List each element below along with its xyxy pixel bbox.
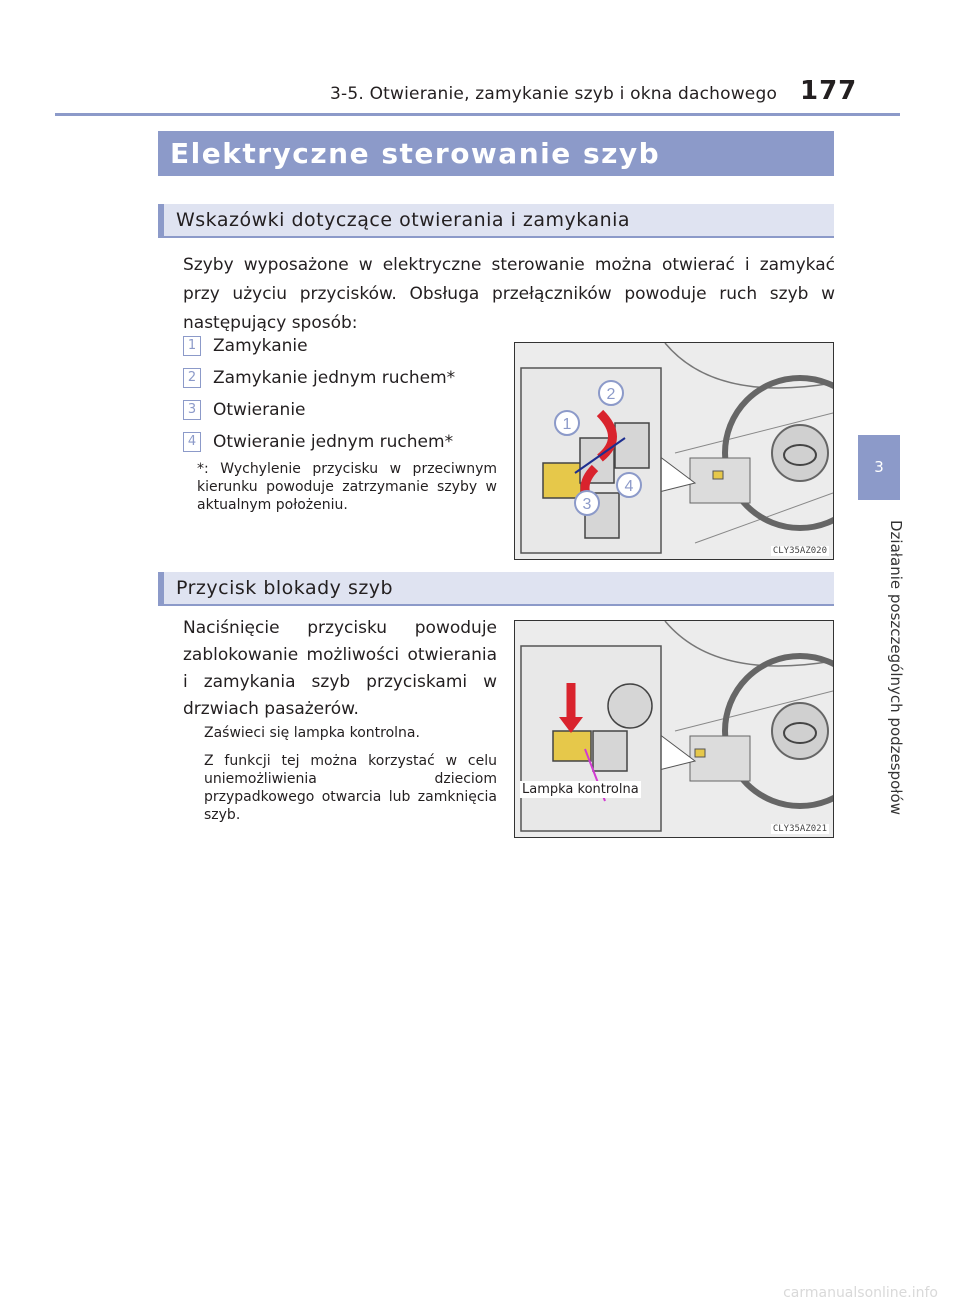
page-title: Elektryczne sterowanie szyb [158,131,834,176]
window-switch-figure [514,342,834,560]
intro-paragraph: Szyby wyposażone w elektryczne sterowanie można otwierać i zamykać przy użyciu przycisków. Obsługa przełączników powoduje ruch szyb w następujący sposób: [183,255,835,333]
item-number: 3 [183,400,201,420]
figure-code: CLY35AZ021 [772,824,827,834]
chapter-title: Działanie poszczególnych podzespołów [887,520,905,815]
lock-switch-illustration [515,621,833,837]
note-children: Z funkcji tej można korzystać w celu uniemożliwienia dzieciom przypadkowego otwarcia lub zamknięcia szyb. [204,753,497,823]
item-number: 2 [183,368,201,388]
list-item [183,430,453,454]
window-switch-illustration [515,343,833,559]
callout-4: 4 [624,478,634,495]
section-heading-tips: Wskazówki dotyczące otwierania i zamykania [158,204,834,238]
lock-paragraph: Naciśnięcie przycisku powoduje zablokowanie możliwości otwierania i zamykania szyb przyciskami w drzwiach pasażerów. [183,618,497,719]
item-number: 1 [183,336,201,356]
footer-watermark: carmanualsonline.info [783,1285,938,1301]
note-indicator: Zaświeci się lampka kontrolna. [204,725,420,741]
page-number: 177 [800,76,858,106]
section-heading-lock: Przycisk blokady szyb [158,572,834,606]
figure-code: CLY35AZ020 [772,546,827,556]
callout-3: 3 [582,496,592,513]
section-header: 3-5. Otwieranie, zamykanie szyb i okna dachowego [330,84,778,104]
item-label: Otwieranie [213,400,306,420]
list-item [183,398,306,422]
header-divider [55,113,900,116]
item-label: Zamykanie jednym ruchem* [213,368,456,388]
list-item [183,366,455,390]
item-number: 4 [183,432,201,452]
chapter-tab: 3 [858,435,900,500]
callout-1: 1 [562,416,572,433]
callout-2: 2 [606,386,616,403]
item-label: Zamykanie [213,336,308,356]
lock-switch-figure [514,620,834,838]
item-label: Otwieranie jednym ruchem* [213,432,454,452]
footnote: *: Wychylenie przycisku w przeciwnym kierunku powoduje zatrzymanie szyby w aktualnym położeniu. [197,461,497,513]
indicator-label: Lampka kontrolna [522,782,639,797]
list-item [183,334,308,358]
